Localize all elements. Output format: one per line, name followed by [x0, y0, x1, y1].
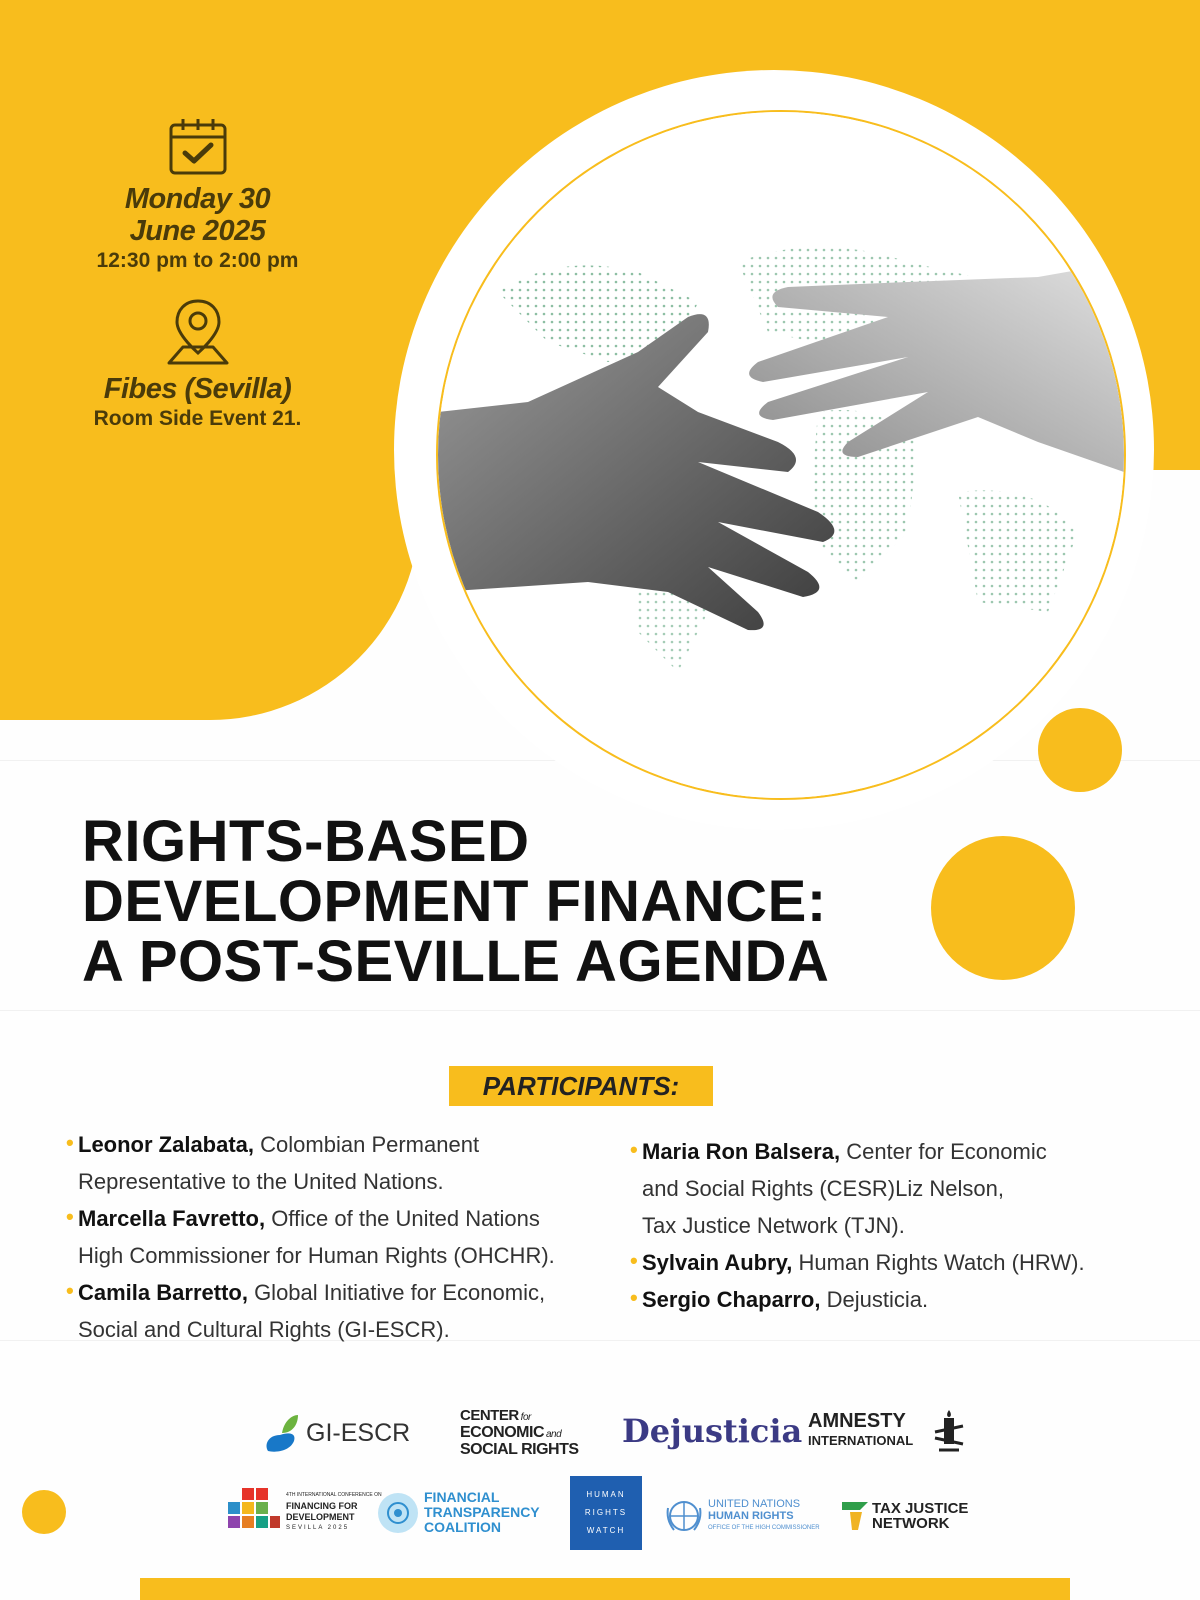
- logo-un-human-rights: [664, 1496, 820, 1536]
- tjn-text-1: TAX JUSTICE: [872, 1500, 969, 1517]
- participant-role-cont: Social and Cultural Rights (GI-ESCR).: [78, 1317, 450, 1342]
- logo-cesr: [460, 1408, 579, 1457]
- title-line3: A POST-SEVILLE AGENDA: [82, 929, 830, 994]
- participant-role: Human Rights Watch (HRW).: [792, 1250, 1085, 1275]
- ffd-text-small: 4TH INTERNATIONAL CONFERENCE ON: [286, 1492, 382, 1498]
- gi-escr-text: GI-ESCR: [306, 1418, 411, 1447]
- participant-name: Sylvain Aubry,: [642, 1250, 793, 1275]
- participant-role: Office of the United Nations: [265, 1206, 540, 1231]
- gi-escr-leaf-icon: [262, 1413, 300, 1453]
- un-text-2: HUMAN RIGHTS: [708, 1510, 794, 1522]
- decor-dot-small: [1038, 708, 1122, 792]
- amnesty-text-1: AMNESTY: [808, 1410, 906, 1432]
- un-emblem-icon: [664, 1496, 704, 1536]
- participant-item: • Maria Ron Balsera, Center for Economic and Social Rights (CESR)Liz Nelson, Tax Justice Network (TJN).: [630, 1137, 1047, 1238]
- participant-role: Global Initiative for Economic,: [247, 1280, 546, 1305]
- cesr-text-and: and: [546, 1429, 562, 1440]
- participants-list-right: [630, 1133, 1170, 1318]
- participant-name: Marcella Favretto,: [78, 1206, 266, 1231]
- event-room: Room Side Event 21.: [93, 407, 302, 430]
- hrw-text-2: RIGHTS: [584, 1508, 628, 1517]
- logo-ffd-sevilla: [222, 1488, 382, 1536]
- page-title: [82, 809, 922, 994]
- participant-item: • Marcella Favretto, Office of the United Nations High Commissioner for Human Rights (OHCHR).: [66, 1204, 555, 1268]
- amnesty-candle-icon: [933, 1408, 965, 1454]
- ftc-text-1: FINANCIAL: [424, 1489, 500, 1505]
- title-line1: RIGHTS-BASED: [82, 809, 530, 874]
- event-venue: Fibes (Sevilla): [103, 373, 292, 405]
- event-info: [60, 115, 335, 433]
- ftc-text-2: TRANSPARENCY: [424, 1504, 540, 1520]
- participant-item: • Sylvain Aubry, Human Rights Watch (HRW).: [630, 1248, 1085, 1275]
- title-line2: DEVELOPMENT FINANCE:: [82, 869, 827, 934]
- hands-illustration: [438, 112, 1124, 798]
- ffd-text-3: SEVILLA 2025: [286, 1525, 350, 1531]
- logo-ftc: [376, 1490, 540, 1535]
- participant-name: Camila Barretto,: [78, 1280, 248, 1305]
- participant-name: Sergio Chaparro,: [642, 1287, 821, 1312]
- ffd-squares-icon: [222, 1488, 282, 1536]
- cesr-text-3: SOCIAL RIGHTS: [460, 1441, 579, 1458]
- bottom-yellow-bar: [140, 1578, 1070, 1600]
- cesr-text-2: ECONOMIC: [460, 1424, 544, 1441]
- participant-role-cont: Representative to the United Nations.: [78, 1169, 444, 1194]
- hrw-text-1: HUMAN: [586, 1490, 626, 1499]
- participants-heading: PARTICIPANTS:: [449, 1066, 713, 1106]
- calendar-check-icon: [167, 115, 229, 177]
- map-pin-icon: [165, 297, 231, 367]
- dejusticia-text: Dejusticia: [622, 1412, 803, 1450]
- hands-photo: [438, 112, 1124, 798]
- cesr-text-1: CENTER: [460, 1407, 519, 1424]
- cesr-text-for: for: [520, 1412, 531, 1423]
- event-time: 12:30 pm to 2:00 pm: [96, 249, 299, 272]
- logo-gi-escr: [262, 1408, 410, 1458]
- logo-hrw: [570, 1476, 642, 1550]
- ffd-text-1: FINANCING FOR: [286, 1501, 358, 1511]
- participant-role: Center for Economic: [840, 1139, 1047, 1164]
- participant-role-cont: and Social Rights (CESR)Liz Nelson,: [642, 1176, 1004, 1201]
- hrw-text-3: WATCH: [586, 1526, 626, 1535]
- participant-role-cont: High Commissioner for Human Rights (OHCHR).: [78, 1243, 555, 1268]
- participant-item: • Camila Barretto, Global Initiative for Economic, Social and Cultural Rights (GI-ESCR).: [66, 1278, 546, 1342]
- participants-list-left: [66, 1126, 626, 1348]
- un-text-3: OFFICE OF THE HIGH COMMISSIONER: [708, 1525, 820, 1531]
- tjn-emblem-icon: [840, 1500, 870, 1532]
- logo-amnesty: [808, 1408, 965, 1454]
- decor-dot-large: [931, 836, 1075, 980]
- participant-item: • Sergio Chaparro, Dejusticia.: [630, 1285, 929, 1312]
- un-text-1: UNITED NATIONS: [708, 1498, 801, 1510]
- participant-role: Colombian Permanent: [254, 1132, 480, 1157]
- ffd-text-2: DEVELOPMENT: [286, 1512, 355, 1522]
- ftc-text-3: COALITION: [424, 1519, 501, 1535]
- logo-dejusticia: [622, 1412, 802, 1450]
- participant-name: Leonor Zalabata,: [78, 1132, 255, 1157]
- participant-item: • Leonor Zalabata, Colombian Permanent Representative to the United Nations.: [66, 1130, 480, 1194]
- amnesty-text-2: INTERNATIONAL: [808, 1433, 914, 1448]
- ftc-globe-icon: [376, 1491, 420, 1535]
- tjn-text-2: NETWORK: [872, 1515, 950, 1532]
- event-date-line2: June 2025: [129, 215, 266, 247]
- participant-role: Dejusticia.: [820, 1287, 929, 1312]
- participant-role-cont: Tax Justice Network (TJN).: [642, 1213, 905, 1238]
- decor-dot-corner: [22, 1490, 66, 1534]
- participant-name: Maria Ron Balsera,: [642, 1139, 841, 1164]
- event-date-line1: Monday 30: [124, 183, 271, 215]
- logo-tax-justice-network: [840, 1500, 968, 1532]
